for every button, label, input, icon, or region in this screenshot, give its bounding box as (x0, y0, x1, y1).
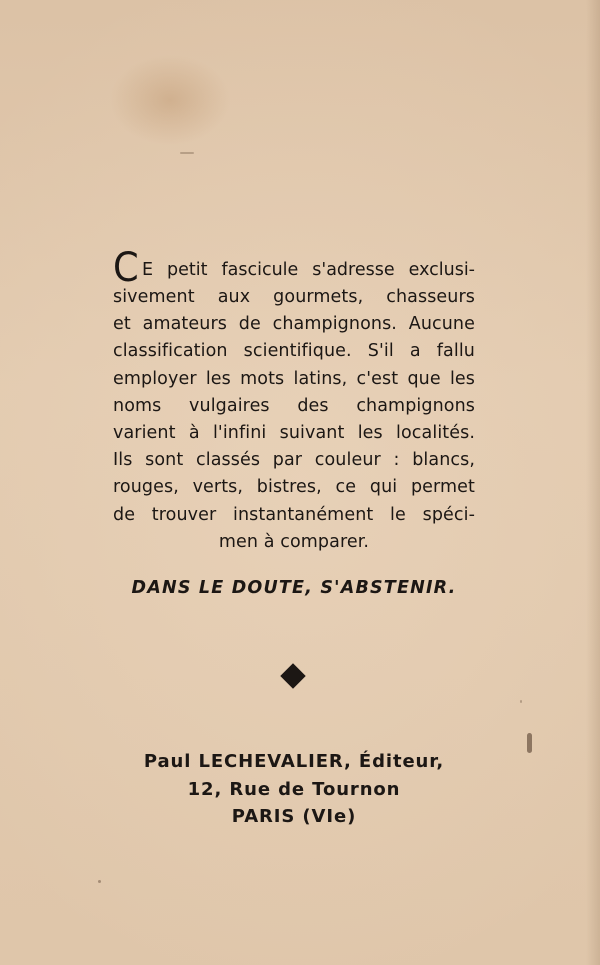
publisher-imprint (100, 748, 488, 831)
intro-line: de trouver instantanément le spéci- (113, 504, 475, 525)
intro-paragraph (113, 245, 475, 556)
paper-speck (98, 880, 101, 883)
intro-line: varient à l'infini suivant les localités. (113, 422, 475, 443)
paper-speck (180, 152, 194, 154)
intro-line: noms vulgaires des champignons (113, 395, 475, 416)
intro-line: Ils sont classés par couleur : blancs, (113, 450, 475, 471)
dropcap-letter: C (113, 245, 139, 291)
intro-line: E petit fascicule s'adresse exclusi- (141, 259, 475, 280)
motto: DANS LE DOUTE, S'ABSTENIR. (131, 578, 457, 598)
publisher-city: PARIS (VIe) (231, 806, 357, 827)
intro-line: classification scientifique. S'il a fallu (113, 341, 475, 362)
intro-line: rouges, verts, bistres, ce qui permet (113, 477, 475, 498)
intro-line: et amateurs de champignons. Aucune (113, 314, 475, 335)
paper-speck (527, 733, 532, 753)
intro-line: employer les mots latins, c'est que les (113, 368, 475, 389)
publisher-name: Paul LECHEVALIER, Éditeur, (143, 751, 445, 772)
paper-speck (520, 700, 522, 703)
page-edge-shadow (586, 0, 600, 965)
intro-first-line (113, 245, 475, 291)
diamond-ornament-icon (280, 663, 305, 688)
intro-last-line: men à comparer. (218, 531, 370, 552)
intro-line: sivement aux gourmets, chasseurs (113, 287, 475, 307)
publisher-address: 12, Rue de Tournon (187, 778, 401, 800)
